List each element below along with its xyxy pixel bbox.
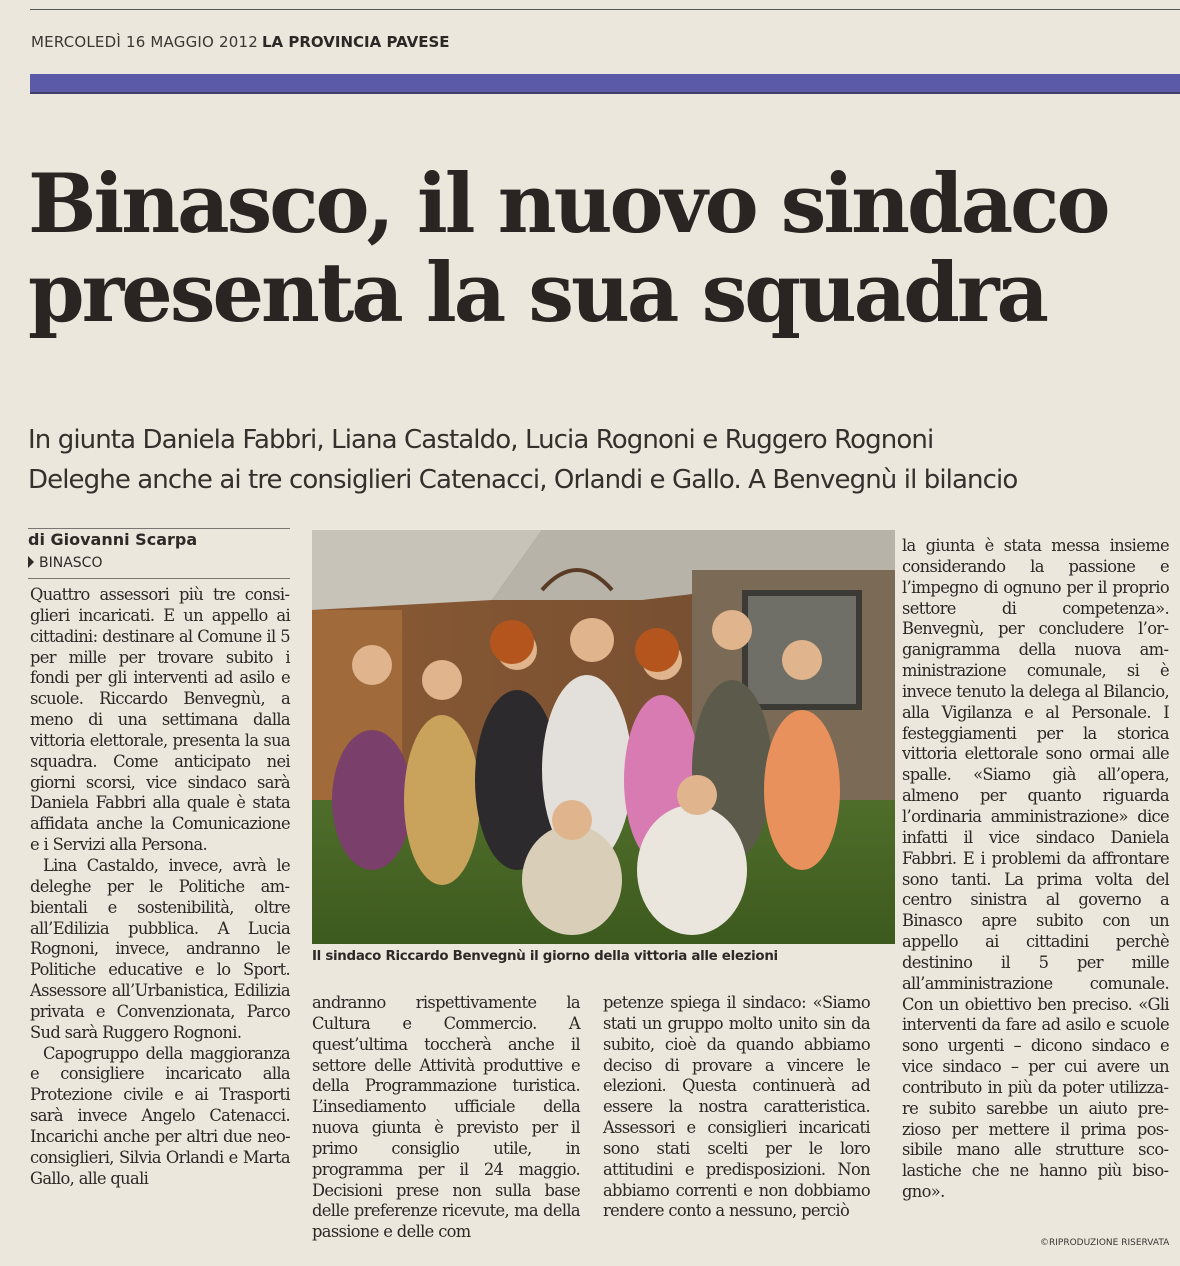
dateline-arrow-icon	[28, 556, 34, 568]
paragraph: andranno rispettivamente la Cultura e Commercio. A quest’ultima toccherà anche il settore delle Attività produttive e della Programmazione turistica. L’insediamento ufficiale della nuova giunta è previsto per il primo consiglio utile, in programma per il 24 maggio. Decisioni prese non sulla base delle preferenze ricevute, ma della passione e delle com	[312, 993, 580, 1242]
subheadline	[28, 420, 1178, 500]
headline-line-2: presenta la sua squadra	[28, 246, 1047, 341]
paragraph: Quattro assessori più tre consiglieri incaricati. E un appello ai cittadini: destinare al Comune il 5 per mille per trovare subito i fondi per gli interventi ad asilo e scuole. Riccardo Benvegnù, a meno di una settimana dalla vittoria elettorale, presenta la sua squadra. Come anticipato nei giorni scorsi, vice sindaco sarà Daniela Fabbri alla quale è stata affidata anche la Comunicazione e i Servizi alla Persona.	[30, 585, 290, 855]
paragraph: la giunta è stata messa insieme considerando la passione e l’impegno di ognuno per il proprio settore di competenza». Benvegnù, per concludere l’organigramma della nuova amministrazione comunale, si è invece tenuto la delega al Bilancio, alla Vigilanza e al Personale. I festeggiamenti per la storica vittoria elettorale sono ormai alle spalle. «Siamo già all’opera, almeno per quanto riguarda l’ordinaria amministrazione» dice infatti il vice sindaco Daniela Fabbri. E i problemi da affrontare sono tanti. La prima volta del centro sinistra al governo a Binasco apre subito con un appello ai cittadini perchè destinino il 5 per mille all’amministrazione comunale. Con un obiettivo ben preciso. «Gli interventi da fare ad asilo e scuole sono urgenti – dicono sindaco e vice sindaco – per cui avere un contributo in più da poter utilizzare subito sarebbe un aiuto prezioso per mettere il prima possibile mano alle strutture scolastiche che ne hanno più bisogno».	[902, 536, 1169, 1202]
article-column-2	[312, 993, 580, 1243]
group-photo	[312, 530, 895, 944]
paragraph: petenze spiega il sindaco: «Siamo stati un gruppo molto unito sin da subito, cioè da quando abbiamo deciso di provare a vincere le elezioni. Questa continuerà ad essere la nostra caratteristica. Assessori e consiglieri incaricati sono stati scelti per le loro attitudini e predisposizioni. Non abbiamo correnti e non dobbiamo rendere conto a nessuno, perciò	[603, 993, 870, 1221]
subhead-line-2: Deleghe anche ai tre consiglieri Catenacci, Orlandi e Gallo. A Benvegnù il bilancio	[28, 465, 1018, 495]
headline-line-1: Binasco, il nuovo sindaco	[28, 157, 1108, 252]
header-publication: LA PROVINCIA PAVESE	[262, 33, 450, 51]
dateline-text: BINASCO	[39, 555, 103, 571]
article-column-3	[603, 993, 870, 1222]
section-band	[30, 74, 1180, 92]
byline-rule-top	[28, 528, 290, 529]
photo-illustration	[312, 530, 895, 944]
byline-rule-bottom	[28, 578, 290, 579]
headline	[28, 157, 1178, 341]
copyright-notice: ©RIPRODUZIONE RISERVATA	[1040, 1238, 1170, 1248]
photo-caption: Il sindaco Riccardo Benvegnù il giorno della vittoria alle elezioni	[312, 949, 778, 964]
header-date: MERCOLEDÌ 16 MAGGIO 2012	[31, 33, 258, 51]
paragraph: Capogruppo della maggioranza e consigliere incaricato alla Protezione civile e ai Trasporti sarà invece Angelo Catenacci. Incarichi anche per altri due neo-consiglieri, Silvia Orlandi e Marta Gallo, alle quali	[30, 1043, 290, 1188]
dateline	[28, 555, 102, 571]
article-column-4	[902, 536, 1169, 1203]
paragraph: Lina Castaldo, invece, avrà le deleghe per le Politiche ambientali e sostenibilità, oltre all’Edilizia pubblica. A Lucia Rognoni, invece, andranno le Politiche educative e lo Sport. Assessore all’Urbanistica, Edilizia privata e Convenzionata, Parco Sud sarà Ruggero Rognoni.	[30, 855, 290, 1042]
article-column-1	[30, 585, 290, 1189]
top-rule	[30, 9, 1180, 10]
byline: di Giovanni Scarpa	[28, 530, 198, 549]
subhead-line-1: In giunta Daniela Fabbri, Liana Castaldo, Lucia Rognoni e Ruggero Rognoni	[28, 425, 934, 455]
